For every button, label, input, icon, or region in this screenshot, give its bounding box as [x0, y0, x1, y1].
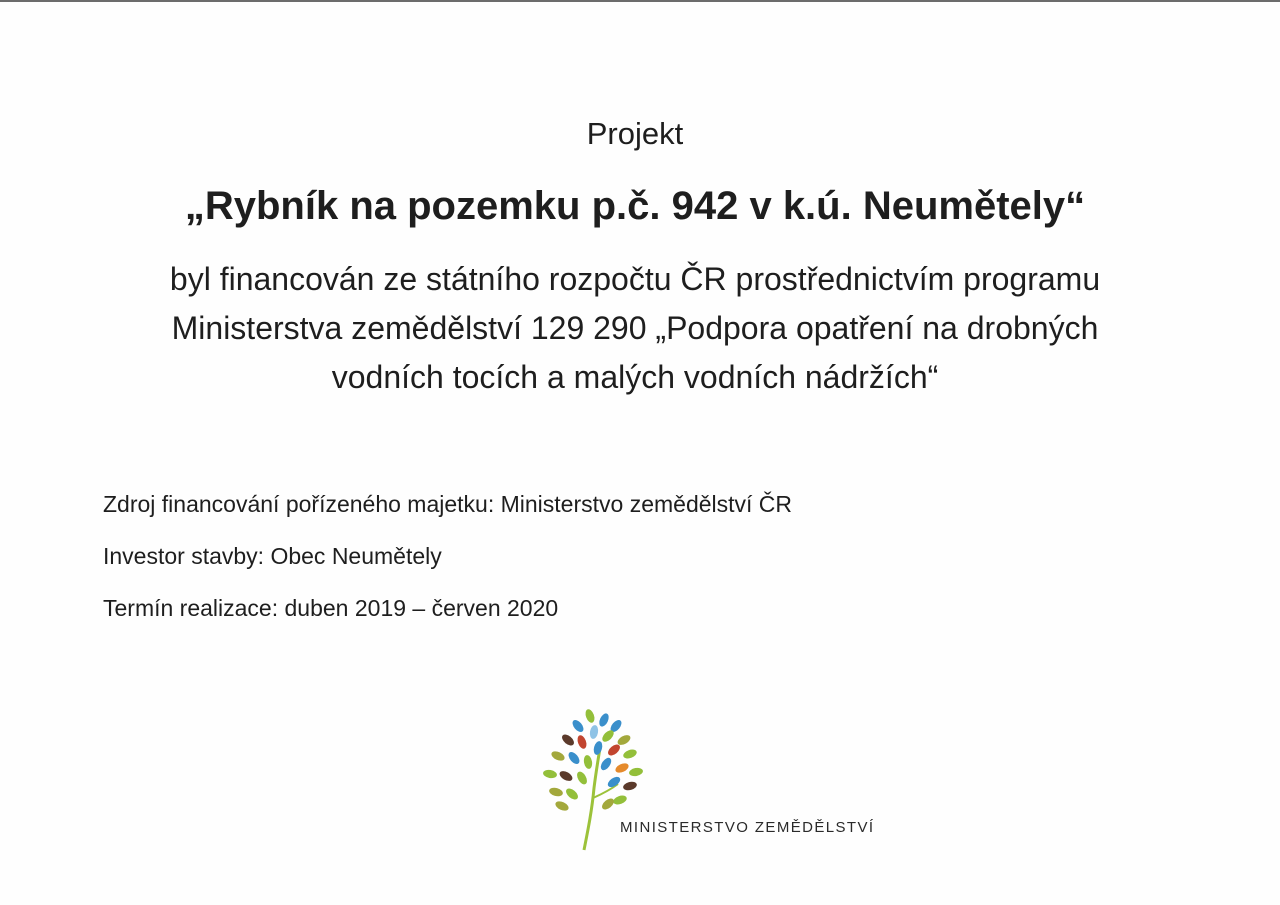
investor: Investor stavby: Obec Neumětely: [103, 543, 442, 569]
description-line: byl financován ze státního rozpočtu ČR prostřednictvím programu: [169, 261, 1101, 297]
ministry-logo: [536, 702, 896, 862]
description-line: vodních tocích a malých vodních nádržích“: [331, 359, 939, 395]
project-label: Projekt: [586, 116, 684, 151]
realization-period: Termín realizace: duben 2019 – červen 2020: [103, 595, 559, 621]
funding-source: Zdroj financování pořízeného majetku: Ministerstvo zemědělství ČR: [103, 491, 793, 517]
project-info: [103, 487, 792, 643]
logo-text: MINISTERSTVO ZEMĚDĚLSTVÍ: [620, 819, 875, 836]
funding-description: [0, 255, 1270, 402]
tree-icon: [536, 702, 656, 862]
description-line: Ministerstva zemědělství 129 290 „Podpora opatření na drobných: [171, 310, 1099, 346]
project-title: „Rybník na pozemku p.č. 942 v k.ú. Neumětely“: [184, 184, 1086, 228]
